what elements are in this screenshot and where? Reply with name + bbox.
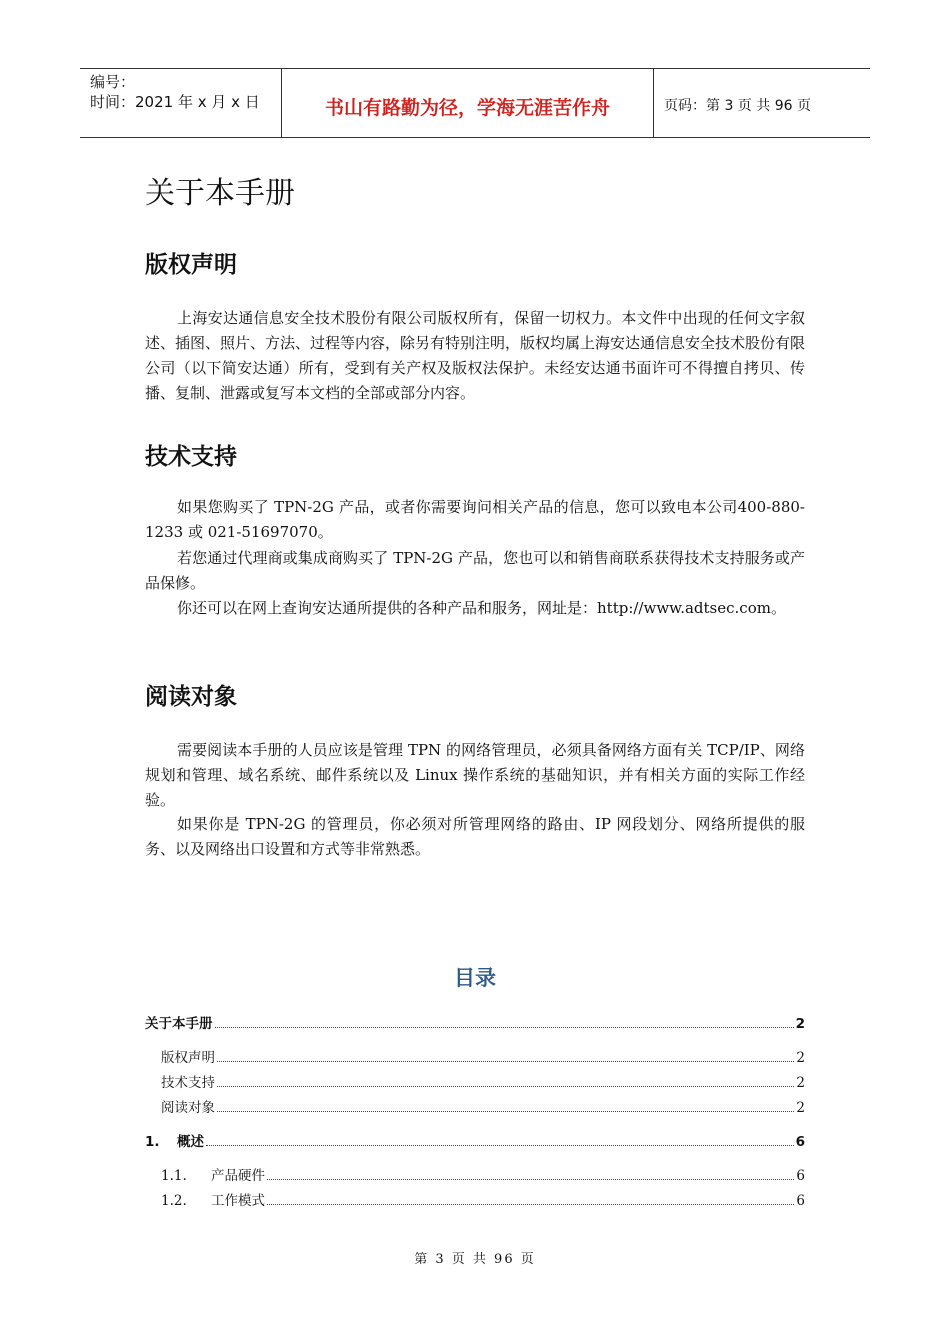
page-header [80, 68, 870, 138]
toc-title: 目录 [454, 966, 496, 990]
toc-leader [215, 1027, 794, 1028]
toc-entry-label: 工作模式 [211, 1193, 265, 1209]
audience-paragraph-1: 需要阅读本手册的人员应该是管理 TPN 的网络管理员，必须具备网络方面有关 TCP/IP、网络规划和管理、域名系统、邮件系统以及 Linux 操作系统的基础知识，并有相关方面的实际工作经验。 [145, 741, 805, 809]
copyright-paragraph: 上海安达通信息安全技术股份有限公司版权所有，保留一切权力。本文件中出现的任何文字叙述、插图、照片、方法、过程等内容，除另有特别注明，版权均属上海安达通信息安全技术股份有限公司（以下简安达通）所有，受到有关产权及版权法保护。未经安达通书面许可不得擅自拷贝、传播、复制、泄露或复写本文档的全部或部分内容。 [145, 309, 806, 402]
toc-entry-page: 2 [796, 1100, 805, 1116]
header-motto: 书山有路勤为径，学海无涯苦作舟 [282, 69, 654, 137]
toc-entry-hardware[interactable] [145, 1164, 805, 1184]
page-title: 关于本手册 [145, 176, 295, 211]
toc-entry-support[interactable] [145, 1071, 805, 1091]
toc-leader [267, 1179, 794, 1180]
toc-leader [206, 1145, 794, 1146]
toc-entry-copyright[interactable] [145, 1046, 805, 1066]
toc-leader [217, 1086, 794, 1087]
audience-heading: 阅读对象 [145, 684, 237, 710]
toc-entry-label: 关于本手册 [145, 1016, 213, 1032]
toc-leader [217, 1061, 794, 1062]
toc-entry-overview[interactable] [145, 1130, 805, 1150]
toc-entry-number: 1. [145, 1134, 160, 1150]
toc-entry-page: 6 [795, 1134, 805, 1150]
support-heading: 技术支持 [145, 444, 237, 470]
toc-leader [267, 1204, 794, 1205]
page-footer: 第 3 页 共 96 页 [414, 1252, 536, 1267]
copyright-heading: 版权声明 [145, 252, 237, 278]
toc-entry-label: 版权声明 [161, 1050, 215, 1066]
toc-entry-label: 概述 [177, 1134, 204, 1150]
toc-entry-audience[interactable] [145, 1096, 805, 1116]
toc-leader [217, 1111, 794, 1112]
audience-paragraph-2: 如果你是 TPN-2G 的管理员，你必须对所管理网络的路由、IP 网段划分、网络所提供的服务、以及网络出口设置和方式等非常熟悉。 [145, 815, 805, 858]
support-paragraph-2: 若您通过代理商或集成商购买了 TPN-2G 产品，您也可以和销售商联系获得技术支持服务或产品保修。 [145, 549, 805, 592]
header-page-info: 页码：第 3 页 共 96 页 [664, 98, 811, 114]
toc-entry-label: 技术支持 [161, 1075, 215, 1091]
toc-entry-about[interactable] [145, 1012, 805, 1032]
toc-entry-page: 2 [796, 1050, 805, 1066]
toc-entry-page: 2 [796, 1075, 805, 1091]
header-meta [80, 69, 282, 137]
support-paragraph-3: 你还可以在网上查询安达通所提供的各种产品和服务，网址是：http://www.adtsec.com。 [177, 599, 786, 617]
toc-entry-page: 2 [795, 1016, 805, 1032]
toc-entry-number: 1.2. [161, 1193, 187, 1209]
toc-entry-page: 6 [796, 1168, 805, 1184]
toc-entry-label: 阅读对象 [161, 1100, 215, 1116]
toc-entry-page: 6 [796, 1193, 805, 1209]
number-label: 编号： [90, 73, 136, 91]
date-label: 时间：2021 年 x 月 x 日 [90, 93, 260, 111]
support-paragraph-1: 如果您购买了 TPN-2G 产品，或者你需要询问相关产品的信息，您可以致电本公司400-880-1233 或 021-51697070。 [145, 498, 805, 541]
toc-entry-label: 产品硬件 [211, 1168, 265, 1184]
toc-entry-work-mode[interactable] [145, 1189, 805, 1209]
toc-entry-number: 1.1. [161, 1168, 187, 1184]
